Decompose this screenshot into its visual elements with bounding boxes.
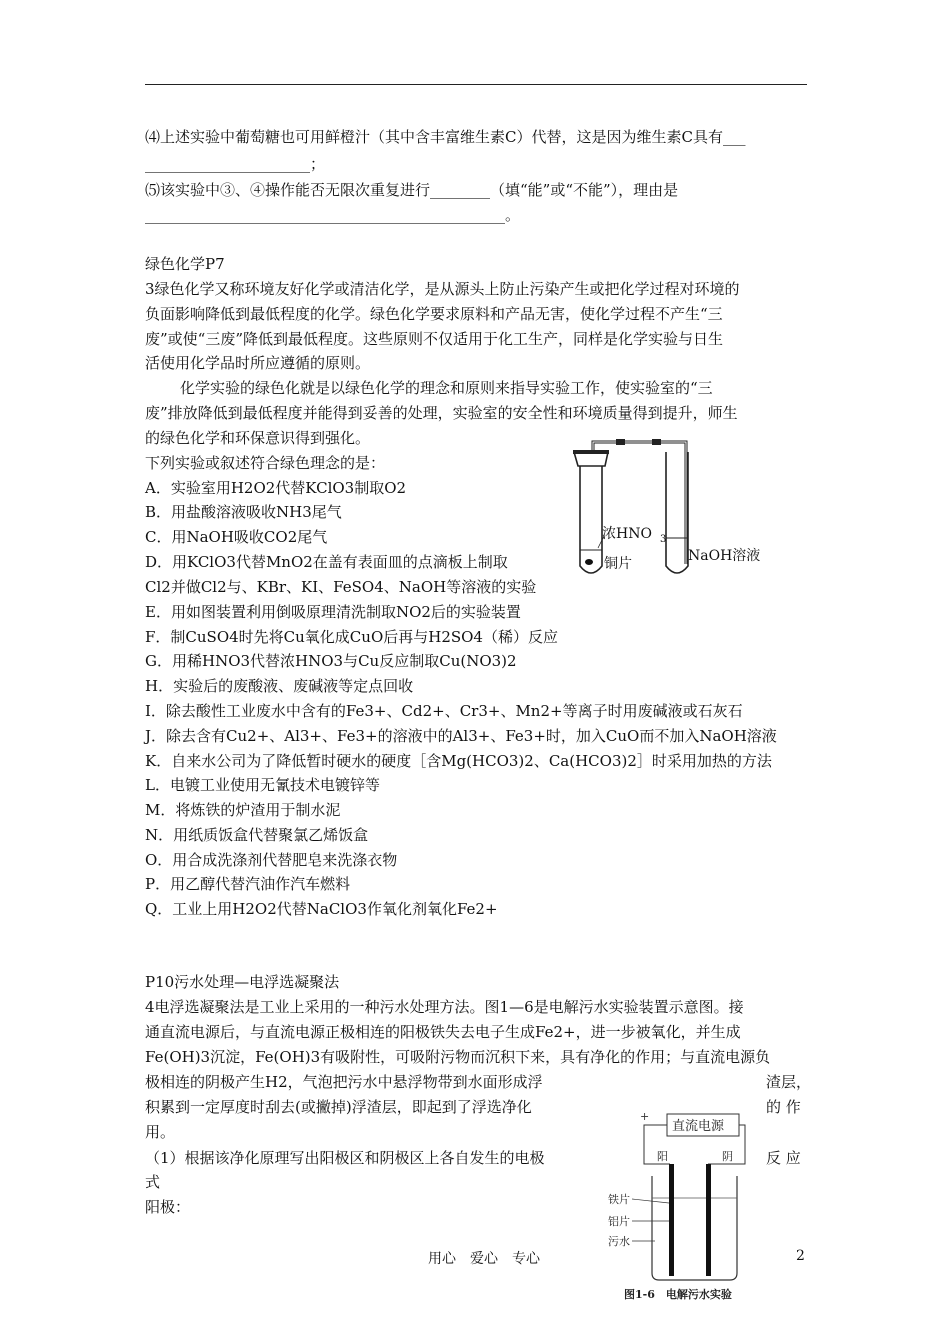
electro-p1-line: Fe(OH)3沉淀，Fe(OH)3有吸附性，可吸附污物而沉积下来，具有净化的作用；与直流电源负 xyxy=(145,1048,771,1066)
option-l: L．电镀工业使用无氰技术电镀锌等 xyxy=(145,776,380,794)
q5-line1: ⑸该实验中③、④操作能否无限次重复进行________（填“能”或“不能”），理由是 xyxy=(145,181,679,199)
header-rule xyxy=(145,84,807,85)
green-p2-line: 的绿色化学和环保意识得到强化。 xyxy=(145,429,371,447)
label-conc-hno3-subscript: 3 xyxy=(660,534,667,545)
electro-p1-wrap-left: 积累到一定厚度时刮去(或撇掉)浮渣层，即起到了浮选净化 xyxy=(145,1098,532,1116)
label-anode: 阳 xyxy=(657,1150,668,1163)
electro-p1-wrap-right: 的 作 xyxy=(766,1098,801,1116)
electro-q1-end: 式 xyxy=(145,1173,161,1191)
green-p1-line: 活使用化学品时所应遵循的原则。 xyxy=(145,354,371,372)
green-p1-line: 废”或使“三废”降低到最低程度。这些原则不仅适用于化工生产，同样是化学实验与日生 xyxy=(145,330,724,348)
option-h: H．实验后的废酸液、废碱液等定点回收 xyxy=(145,677,414,695)
green-chem-heading: 绿色化学P7 xyxy=(145,255,225,273)
label-conc-hno3: 浓HNO xyxy=(602,526,652,542)
green-p1-line: 负面影响降低到最低程度的化学。绿色化学要求原料和产品无害，使化学过程不产生“三 xyxy=(145,305,723,323)
label-power-supply: 直流电源 xyxy=(672,1119,725,1134)
page-number: 2 xyxy=(796,1248,805,1264)
electro-p1-wrap-right: 渣层， xyxy=(766,1073,812,1091)
label-iron-plate: 铁片 xyxy=(608,1193,630,1206)
label-copper: 铜片 xyxy=(604,556,632,572)
option-o: O．用合成洗涤剂代替肥皂来洗涤衣物 xyxy=(145,851,398,869)
q4-line1: ⑷上述实验中葡萄糖也可用鲜橙汁（其中含丰富维生素C）代替，这是因为维生素C具有___ xyxy=(145,128,746,146)
option-m: M．将炼铁的炉渣用于制水泥 xyxy=(145,801,341,819)
option-j: J．除去含有Cu2+、Al3+、Fe3+的溶液中的Al3+、Fe3+时，加入CuO而不加入NaOH溶液 xyxy=(145,727,777,745)
figure-caption: 图1-6 电解污水实验 xyxy=(624,1288,732,1301)
option-k: K．自来水公司为了降低暂时硬水的硬度［含Mg(HCO3)2、Ca(HCO3)2］时采用加热的方法 xyxy=(145,752,772,770)
electro-heading: P10污水处理—电浮选凝聚法 xyxy=(145,973,340,991)
label-sewage: 污水 xyxy=(608,1235,630,1248)
option-c: C．用NaOH吸收CO2尾气 xyxy=(145,528,328,546)
footer-motto: 用心 爱心 专心 xyxy=(428,1251,540,1267)
option-i: I．除去酸性工业废水中含有的Fe3+、Cd2+、Cr3+、Mn2+等离子时用废碱液或石灰石 xyxy=(145,702,743,720)
electro-p1-end: 用。 xyxy=(145,1123,176,1141)
test-tube-apparatus-figure xyxy=(560,438,775,588)
option-e: E．用如图装置利用倒吸原理清洗制取NO2后的实验装置 xyxy=(145,603,521,621)
option-n: N．用纸质饭盒代替聚氯乙烯饭盒 xyxy=(145,826,369,844)
green-question: 下列实验或叙述符合绿色理念的是： xyxy=(145,454,386,472)
electro-p1-line: 4电浮选凝聚法是工业上采用的一种污水处理方法。图1—6是电解污水实验装置示意图。接 xyxy=(145,998,744,1016)
option-p: P．用乙醇代替汽油作汽车燃料 xyxy=(145,875,351,893)
q4-line2: ______________________； xyxy=(145,155,326,173)
green-p1-line: 3绿色化学又称环境友好化学或清洁化学，是从源头上防止污染产生或把化学过程对环境的 xyxy=(145,280,740,298)
electrolysis-figure xyxy=(600,1108,780,1304)
label-cathode: 阴 xyxy=(722,1150,733,1163)
label-aluminum-plate: 铝片 xyxy=(608,1215,630,1228)
option-b: B．用盐酸溶液吸收NH3尾气 xyxy=(145,503,342,521)
electro-q1: （1）根据该净化原理写出阳极区和阴极区上各自发生的电极 xyxy=(145,1149,545,1167)
electro-p1-wrap-left: 极相连的阴极产生H2，气泡把污水中悬浮物带到水面形成浮 xyxy=(145,1073,543,1091)
option-q: Q．工业上用H2O2代替NaClO3作氧化剂氧化Fe2+ xyxy=(145,900,498,918)
electro-q1-right: 反 应 xyxy=(766,1149,801,1167)
green-p2-line: 化学实验的绿色化就是以绿色化学的理念和原则来指导实验工作，使实验室的“三 xyxy=(180,379,713,397)
label-naoh: NaOH溶液 xyxy=(688,548,761,564)
svg-text:+: + xyxy=(640,1110,650,1123)
option-d: D．用KClO3代替MnO2在盖有表面皿的点滴板上制取 xyxy=(145,553,508,571)
option-f: F．制CuSO4时先将Cu氧化成CuO后再与H2SO4（稀）反应 xyxy=(145,628,558,646)
option-d-cont: Cl2并做Cl2与、KBr、KI、FeSO4、NaOH等溶液的实验 xyxy=(145,578,537,596)
anode-answer-label: 阳极： xyxy=(145,1198,191,1216)
q5-line2: ________________________________________________。 xyxy=(145,206,521,224)
option-g: G．用稀HNO3代替浓HNO3与Cu反应制取Cu(NO3)2 xyxy=(145,652,517,670)
electro-p1-line: 通直流电源后，与直流电源正极相连的阳极铁失去电子生成Fe2+，进一步被氧化，并生成 xyxy=(145,1023,741,1041)
green-p2-line: 废”排放降低到最低程度并能得到妥善的处理，实验室的安全性和环境质量得到提升，师生 xyxy=(145,404,738,422)
option-a: A．实验室用H2O2代替KClO3制取O2 xyxy=(145,479,407,497)
